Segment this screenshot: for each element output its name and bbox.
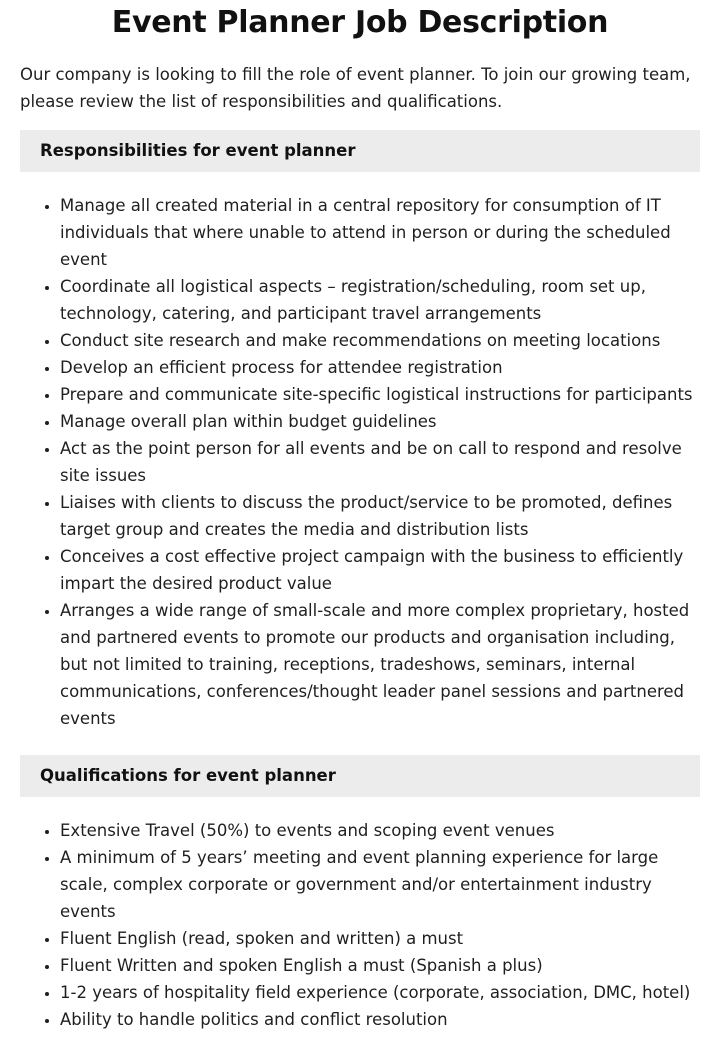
list-item: • Act as the point person for all events and be on call to respond and resolve site issues bbox=[60, 435, 700, 489]
intro-paragraph: Our company is looking to fill the role of event planner. To join our growing team, please review the list of responsibilities and qualifications. bbox=[20, 65, 691, 111]
list-item: • Manage all created material in a central repository for consumption of IT individuals that where unable to attend in person or during the scheduled event bbox=[60, 192, 700, 273]
list-item: • Extensive Travel (50%) to events and scoping event venues bbox=[60, 817, 700, 844]
responsibilities-heading: Responsibilities for event planner bbox=[20, 130, 700, 172]
list-item: • Prepare and communicate site-specific logistical instructions for participants bbox=[60, 381, 700, 408]
list-item: • Conduct site research and make recommendations on meeting locations bbox=[60, 327, 700, 354]
list-item: • 1-2 years of hospitality field experience (corporate, association, DMC, hotel) bbox=[60, 979, 700, 1006]
list-item: • Fluent English (read, spoken and written) a must bbox=[60, 925, 700, 952]
list-item: • Liaises with clients to discuss the product/service to be promoted, defines target group and creates the media and distribution lists bbox=[60, 489, 700, 543]
responsibilities-list bbox=[20, 192, 700, 732]
list-item: • Ability to handle politics and conflict resolution bbox=[60, 1006, 700, 1033]
qualifications-heading: Qualifications for event planner bbox=[20, 755, 700, 797]
list-item: • Develop an efficient process for attendee registration bbox=[60, 354, 700, 381]
qualifications-list bbox=[20, 817, 700, 1033]
list-item: • Coordinate all logistical aspects – registration/scheduling, room set up, technology, catering, and participant travel arrangements bbox=[60, 273, 700, 327]
section-spacer bbox=[20, 732, 700, 740]
list-item: • Arranges a wide range of small-scale and more complex proprietary, hosted and partnered events to promote our products and organisation including, but not limited to training, receptions, tradeshows, seminars, internal communications, conferences/thought leader panel sessions and partnered events bbox=[60, 597, 700, 732]
list-item: • A minimum of 5 years’ meeting and event planning experience for large scale, complex corporate or government and/or entertainment industry events bbox=[60, 844, 700, 925]
page-title: Event Planner Job Description bbox=[111, 5, 609, 40]
list-item: • Manage overall plan within budget guidelines bbox=[60, 408, 700, 435]
list-item: • Conceives a cost effective project campaign with the business to efficiently impart the desired product value bbox=[60, 543, 700, 597]
list-item: • Fluent Written and spoken English a must (Spanish a plus) bbox=[60, 952, 700, 979]
